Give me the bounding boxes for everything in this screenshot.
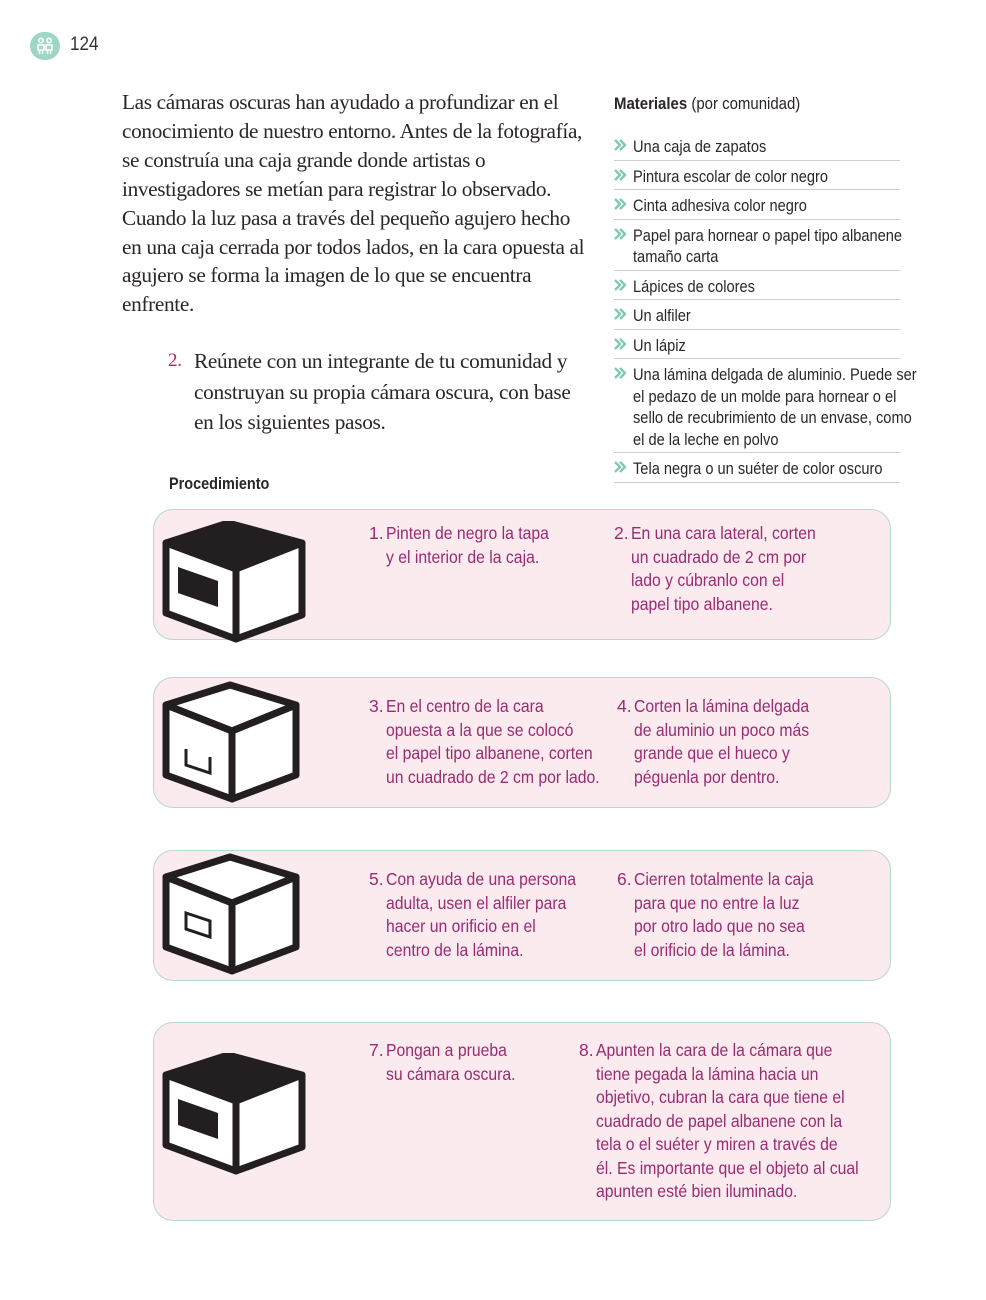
step-text: Con ayuda de una persona adulta, usen el alfiler para hacer un orificio en el centro de la lámina. — [386, 869, 577, 960]
cube-black-top-icon — [158, 1053, 308, 1177]
double-chevron-icon — [614, 227, 628, 241]
material-item — [614, 272, 900, 301]
step-2 — [614, 522, 931, 616]
material-item — [614, 221, 903, 271]
double-chevron-icon — [614, 366, 628, 380]
step-number: 4. — [617, 696, 632, 716]
step-number: 7. — [369, 1040, 384, 1060]
double-chevron-icon — [614, 307, 628, 321]
step-text: Pongan a prueba su cámara oscura. — [386, 1040, 516, 1084]
double-chevron-icon — [614, 460, 628, 474]
material-item — [614, 162, 900, 191]
materials-list — [614, 94, 917, 484]
page-number: 124 — [70, 34, 99, 55]
intro-text: Las cámaras oscuras han ayudado a profundizar en el conocimiento de nuestro entorno. Antes de la fotografía, se construía una caja grande donde artistas o investigadores se metían para registrar lo observado. Cuando la luz pasa a través del pequeño agujero hecho en una caja cerrada por todos lados, en la cara opuesta al agujero se forma la imagen de lo que se encuentra enfrente. — [122, 90, 585, 317]
people-icon — [35, 37, 55, 55]
material-item — [614, 454, 900, 483]
task-instruction — [168, 346, 588, 438]
task-number: 2. — [168, 350, 182, 371]
material-text: Un alfiler — [633, 306, 691, 325]
materials-items — [614, 132, 917, 483]
step-number: 2. — [614, 523, 629, 543]
material-text: Una lámina delgada de aluminio. Puede ser el pedazo de un molde para hornear o el sello de recubrimiento de un envase, como el de la leche en polvo — [633, 365, 917, 449]
materials-heading — [614, 94, 866, 114]
page-badge — [30, 32, 60, 60]
step-text: Pinten de negro la tapa y el interior de la caja. — [386, 523, 549, 567]
step-number: 6. — [617, 869, 632, 889]
intro-paragraph — [122, 88, 592, 319]
double-chevron-icon — [614, 197, 628, 211]
materials-subtitle: (por comunidad) — [691, 94, 801, 113]
material-item — [614, 191, 900, 220]
material-text: Papel para hornear o papel tipo albanene tamaño carta — [633, 225, 903, 266]
double-chevron-icon — [614, 337, 628, 351]
material-text: Cinta adhesiva color negro — [633, 196, 807, 215]
material-text: Una caja de zapatos — [633, 137, 767, 156]
double-chevron-icon — [614, 278, 628, 292]
material-item — [614, 331, 900, 360]
material-text: Lápices de colores — [633, 276, 755, 296]
double-chevron-icon — [614, 168, 628, 182]
step-number: 5. — [369, 869, 384, 889]
step-text: Cierren totalmente la caja para que no entre la luz por otro lado que no sea el orificio de la lámina. — [634, 869, 814, 960]
procedure-title: Procedimiento — [169, 474, 270, 493]
material-item — [614, 360, 917, 453]
double-chevron-icon — [614, 138, 628, 152]
step-6 — [617, 868, 934, 962]
material-item — [614, 132, 900, 161]
cube-black-top-icon — [158, 521, 308, 645]
material-text: Pintura escolar de color negro — [633, 166, 829, 186]
step-number: 1. — [369, 523, 384, 543]
task-text: Reúnete con un integrante de tu comunidad y construyan su propia cámara oscura, con base en los siguientes pasos. — [194, 349, 571, 434]
step-text: Corten la lámina delgada de aluminio un poco más grande que el hueco y péguenla por dentro. — [634, 696, 810, 787]
step-4 — [617, 695, 934, 789]
step-text: En una cara lateral, corten un cuadrado de 2 cm por lado y cúbranlo con el papel tipo albanene. — [631, 523, 816, 614]
material-text: Un lápiz — [633, 335, 686, 355]
material-item — [614, 301, 900, 330]
step-number: 8. — [579, 1040, 594, 1060]
materials-title: Materiales — [614, 94, 688, 113]
step-text: Apunten la cara de la cámara que tiene pegada la lámina hacia un objetivo, cubran la cara que tiene el cuadrado de papel albanene con la tela o el suéter y miren a través de él. Es importante que el objeto al cual apunten esté bien iluminado. — [596, 1040, 859, 1201]
step-text: En el centro de la cara opuesta a la que se colocó el papel tipo albanene, corten un cuadrado de 2 cm por lado. — [386, 696, 600, 787]
step-8 — [579, 1039, 896, 1204]
cube-open-icon — [158, 681, 302, 805]
material-text: Tela negra o un suéter de color oscuro — [633, 459, 883, 478]
cube-open-icon — [158, 853, 302, 977]
step-number: 3. — [369, 696, 384, 716]
